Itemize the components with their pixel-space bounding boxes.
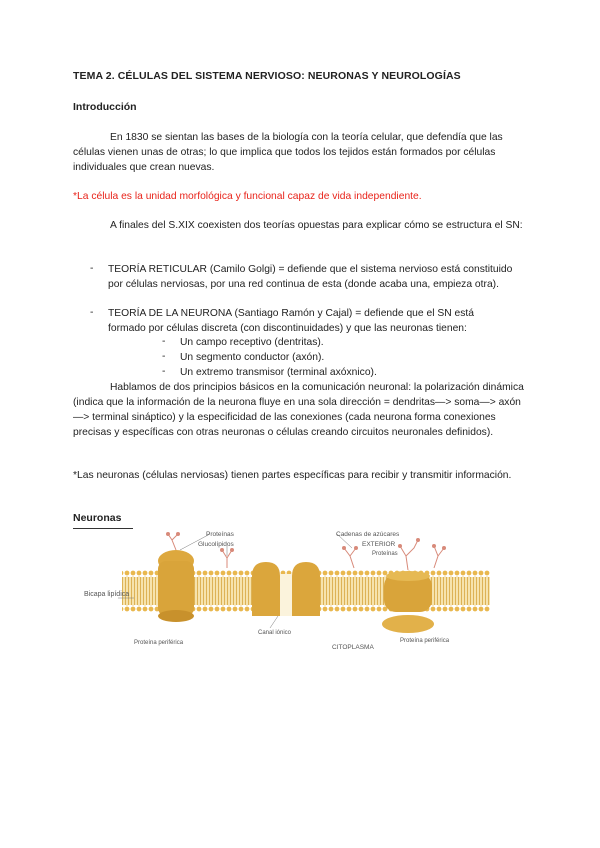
- neuron-part-terminal: Un extremo transmisor (terminal axóxnico).: [180, 367, 377, 378]
- label-canal: Canal iónico: [258, 630, 292, 636]
- document-title: TEMA 2. CÉLULAS DEL SISTEMA NERVIOSO: NEURONAS Y NEUROLOGÍAS: [73, 70, 461, 82]
- intro-paragraph: En 1830 se sientan las bases de la biología con la teoría celular, que defendía que las células vienen unas de otras; lo que implica que todos los tejidos están formados por células individuales que crean nuevas.: [73, 132, 503, 173]
- list-bullet: -: [90, 307, 94, 318]
- label-proteina-periferica-left: Proteína periférica: [134, 640, 184, 646]
- label-exterior: EXTERIOR: [362, 541, 396, 548]
- label-citoplasma: CITOPLASMA: [332, 644, 374, 651]
- list-bullet: -: [162, 366, 166, 377]
- cell-membrane-figure: [82, 528, 490, 652]
- list-bullet: -: [162, 351, 166, 362]
- principles-paragraph: Hablamos de dos principios básicos en la comunicación neuronal: la polarización dinámica (indica que la información de la neurona fluye en una sola dirección = dendritas—> soma—> axón—> terminal sináptico) y la especificidad de las conexiones (cada neurona forma conexiones precisas y específicas con otras neuronas o células creando circuitos neuronales definidos).: [73, 382, 524, 438]
- label-proteina-periferica-right: Proteína periférica: [400, 638, 450, 644]
- label-proteinas: Proteínas: [206, 531, 234, 538]
- theory-reticular: TEORÍA RETICULAR (Camilo Golgi) = defiende que el sistema nervioso está constituido por células nerviosas, por una red continua de esta (donde acaba una, empieza otra).: [108, 264, 513, 290]
- intro-heading: Introducción: [73, 101, 137, 113]
- neuron-part-axon: Un segmento conductor (axón).: [180, 352, 325, 363]
- theories-intro: A finales del S.XIX coexisten dos teorías opuestas para explicar cómo se estructura el SN:: [110, 220, 523, 231]
- label-bicapa: Bicapa lipídica: [84, 591, 130, 598]
- integral-protein-left: [158, 550, 194, 622]
- neuron-part-dendrites: Un campo receptivo (dentritas).: [180, 337, 324, 348]
- label-glucolipidos: Glucolípidos: [198, 541, 234, 548]
- list-bullet: -: [162, 336, 166, 347]
- highlight-note: *La célula es la unidad morfológica y funcional capaz de vida independiente.: [73, 191, 422, 202]
- list-bullet: -: [90, 263, 94, 274]
- label-cadenas: Cadenas de azúcares: [336, 531, 400, 538]
- neuronas-heading: Neuronas: [73, 512, 122, 524]
- label-proteinas-2: Proteínas: [372, 551, 398, 557]
- integral-protein-right: [382, 571, 434, 633]
- theory-neurona: TEORÍA DE LA NEURONA (Santiago Ramón y Cajal) = defiende que el SN está formado por células discreta (con discontinuidades) y que las neuronas tienen:: [108, 308, 475, 334]
- note-paragraph: *Las neuronas (células nerviosas) tienen partes específicas para recibir y transmitir información.: [73, 470, 512, 481]
